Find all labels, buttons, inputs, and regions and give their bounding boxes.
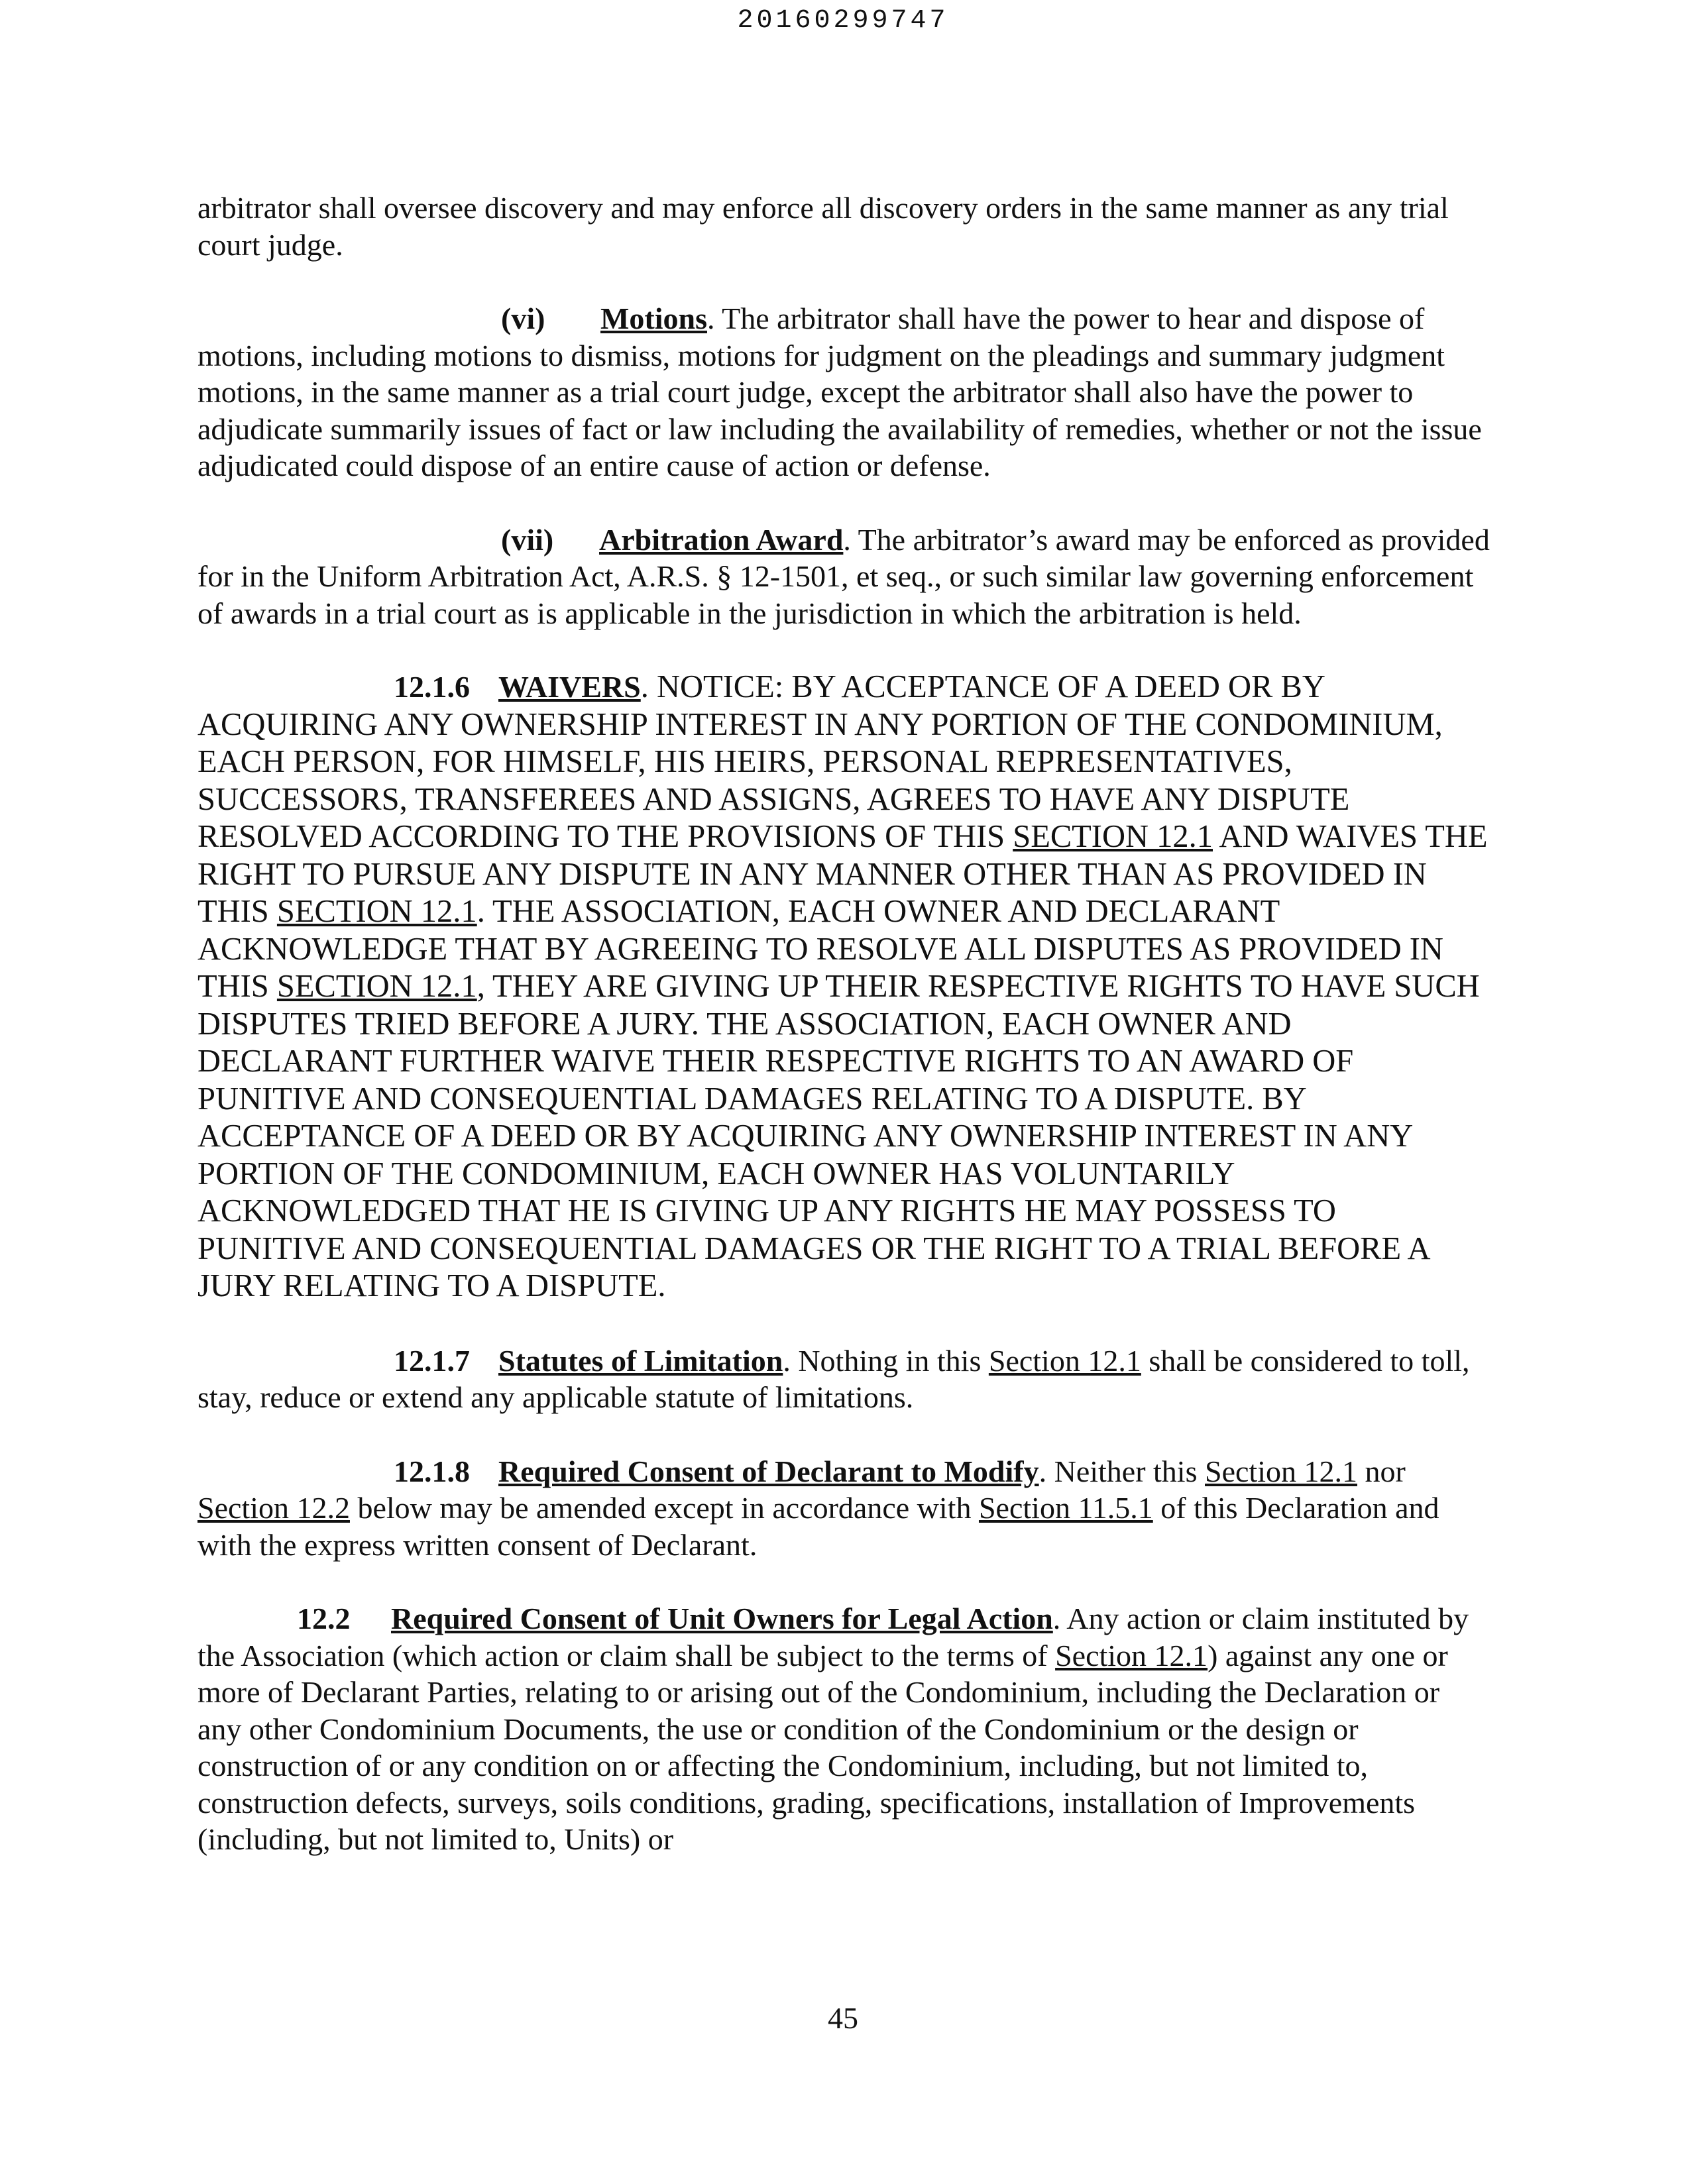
page-number: 45 [828, 2001, 858, 2035]
section-text: of this Declaration and with the express written consent of Declarant. [197, 1491, 1439, 1562]
section-12-1-6-waivers [197, 669, 1490, 1305]
section-text: , THEY ARE GIVING UP THEIR RESPECTIVE RIGHTS TO HAVE SUCH DISPUTES TRIED BEFORE A JURY. THE ASSOCIATION, EACH OWNER AND DECLARANT FURTHER WAIVE THEIR RESPECTIVE RIGHTS TO AN AWARD OF PUNITIVE AND CONSEQUENTIAL DAMAGES RELATING TO A DISPUTE. BY ACCEPTANCE OF A DEED OR BY ACQUIRING ANY OWNERSHIP INTEREST IN ANY PORTION OF THE CONDOMINIUM, EACH OWNER HAS VOLUNTARILY ACKNOWLEDGED THAT HE IS GIVING UP ANY RIGHTS HE MAY POSSESS TO PUNITIVE AND CONSEQUENTIAL DAMAGES OR THE RIGHT TO A TRIAL BEFORE A JURY RELATING TO A DISPUTE. [197, 969, 1480, 1303]
section-reference: Section 12.2 [197, 1491, 350, 1525]
section-text: . THE ASSOCIATION, EACH OWNER AND DECLARANT ACKNOWLEDGE THAT BY AGREEING TO RESOLVE ALL DISPUTES AS PROVIDED IN THIS [197, 894, 1443, 1004]
section-reference: Section 11.5.1 [978, 1491, 1153, 1525]
paragraph-heading: Arbitration Award [599, 522, 844, 557]
section-reference: SECTION 12.1 [276, 894, 477, 929]
continuation-paragraph: arbitrator shall oversee discovery and may enforce all discovery orders in the same manner as any trial court judge. [197, 191, 1449, 262]
paragraph-vii-arbitration-award [197, 521, 1490, 632]
heading-period: . [707, 301, 715, 335]
section-text: ) against any one or more of Declarant Parties, relating to or arising out of the Condominium, including the Declaration or any other Condominium Documents, the use or condition of the Condominium or the design or construction of or any condition on or affecting the Condominium, including, but not limited to, construction defects, surveys, soils conditions, grading, specifications, installation of Improvements (including, but not limited to, Units) or [197, 1638, 1448, 1856]
heading-period: . [783, 1343, 791, 1378]
section-12-2-required-consent-of-unit-owners [197, 1600, 1490, 1858]
section-text: Any action or claim instituted by the Association (which action or claim shall be subject to the terms of [197, 1602, 1469, 1672]
section-reference: SECTION 12.1 [1013, 819, 1213, 854]
section-heading: Required Consent of Unit Owners for Legal Action [391, 1602, 1053, 1635]
paragraph-text: The arbitrator shall have the power to hear and dispose of motions, including motions to dismiss, motions for judgment on the pleadings and summary judgment motions, in the same manner as a trial court judge, except the arbitrator shall also have the power to adjudicate summarily issues of fact or law including the availability of remedies, whether or not the issue adjudicated could dispose of an entire cause of action or defense. [197, 301, 1482, 482]
section-text: below may be amended except in accordance with [349, 1491, 979, 1525]
section-text: AND WAIVES THE RIGHT TO PURSUE ANY DISPUTE IN ANY MANNER OTHER THAN AS PROVIDED IN THIS [197, 819, 1488, 929]
document-number: 20160299747 [737, 6, 949, 36]
section-number: 12.1.6 [394, 670, 470, 704]
body-text [197, 190, 1490, 1895]
section-text: NOTICE: BY ACCEPTANCE OF A DEED OR BY ACQUIRING ANY OWNERSHIP INTEREST IN ANY PORTION OF THE CONDOMINIUM, EACH PERSON, FOR HIMSELF, HIS HEIRS, PERSONAL REPRESENTATIVES, SUCCESSORS, TRANSFEREES AND ASSIGNS, AGREES TO HAVE ANY DISPUTE RESOLVED ACCORDING TO THE PROVISIONS OF THIS [197, 669, 1443, 854]
section-heading: Statutes of Limitation [498, 1343, 783, 1378]
paragraph-number: (vii) [501, 522, 554, 557]
section-text: nor [1357, 1454, 1406, 1488]
section-reference: SECTION 12.1 [276, 969, 477, 1004]
section-text: Neither this [1046, 1454, 1205, 1488]
paragraph-heading: Motions [600, 301, 707, 335]
section-heading: Required Consent of Declarant to Modify [498, 1454, 1039, 1488]
section-number: 12.1.7 [394, 1343, 470, 1378]
heading-period: . [843, 522, 851, 557]
section-12-1-7-statutes-of-limitation [197, 1342, 1490, 1416]
section-number: 12.2 [297, 1602, 351, 1635]
paragraph-vi-motions [197, 300, 1490, 484]
heading-period: . [1052, 1602, 1061, 1635]
section-number: 12.1.8 [394, 1454, 470, 1488]
section-text: Nothing in this [790, 1343, 989, 1378]
section-text: shall be considered to toll, stay, reduce or extend any applicable statute of limitations. [197, 1343, 1470, 1414]
section-reference: Section 12.1 [1055, 1638, 1208, 1672]
section-12-1-8-required-consent-of-declarant [197, 1453, 1490, 1564]
paragraph-text: The arbitrator’s award may be enforced as provided for in the Uniform Arbitration Act, A.R.S. § 12-1501, et seq., or such similar law governing enforcement of awards in a trial court as is applicable in the jurisdiction in which the arbitration is held. [197, 522, 1490, 630]
heading-period: . [1039, 1454, 1047, 1488]
section-heading: WAIVERS [498, 670, 641, 704]
paragraph-number: (vi) [501, 301, 545, 335]
section-reference: Section 12.1 [988, 1343, 1141, 1378]
section-reference: Section 12.1 [1205, 1454, 1357, 1488]
heading-period: . [640, 669, 649, 704]
